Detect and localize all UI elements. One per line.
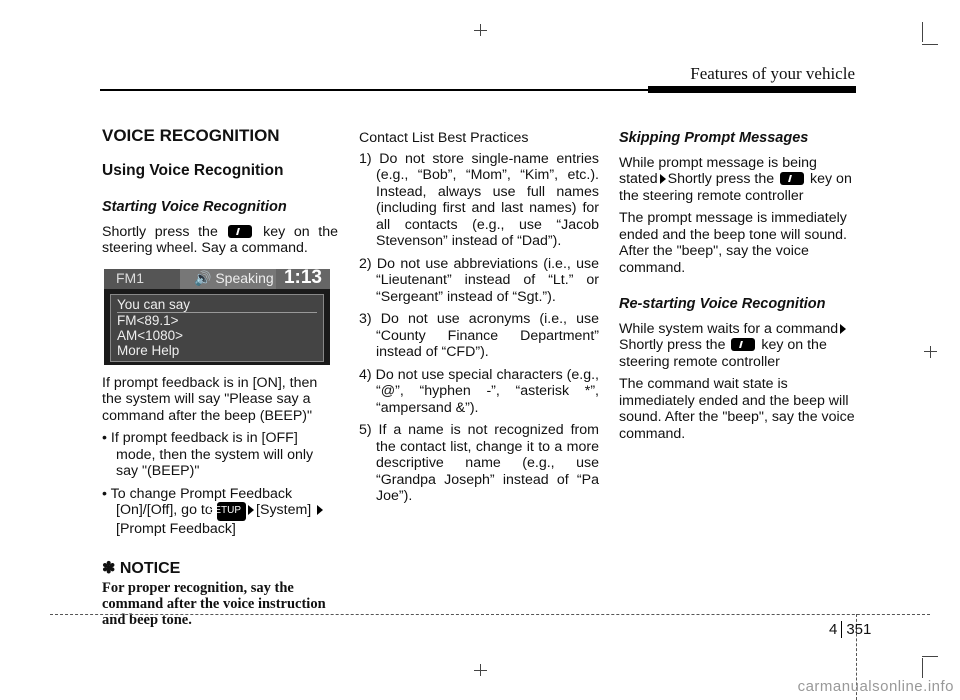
crop-mark <box>922 44 938 45</box>
crop-mark <box>474 30 487 31</box>
bullet-item: • If prompt feedback is in [OFF] mode, then the system will only say "(BEEP)" <box>102 430 314 479</box>
restart-paragraph-2: The command wait state is immediately ended and the beep will sound. After the "beep", say the voice command. <box>619 376 855 442</box>
restart-paragraph: While system waits for a command Shortly press the key on the steering remote controller <box>619 321 855 371</box>
screen-command-list <box>110 294 324 362</box>
crop-mark <box>924 351 937 352</box>
talk-key-icon <box>228 225 252 238</box>
notice-title: ✽ NOTICE <box>102 560 181 577</box>
crop-mark <box>922 22 923 42</box>
screen-status-bar <box>104 269 330 289</box>
starting-heading: Starting Voice Recognition <box>102 199 287 215</box>
header-bar <box>648 86 856 93</box>
screen-line: AM<1080> <box>117 327 184 343</box>
screen-line: More Help <box>117 342 180 358</box>
arrow-right-icon <box>317 505 323 515</box>
page-number: 4 351 <box>829 621 872 638</box>
screen-status: 🔊 Speaking <box>180 269 276 289</box>
practice-item: 5) If a name is not recognized from the contact list, change it to a more descriptive name (e.g., use “Grandpa Joseph” instead of “Pa Joe”). <box>359 422 599 504</box>
practice-item: 4) Do not use special characters (e.g., “@”, “hyphen -”, “asterisk *”, “ampersand &”). <box>359 366 599 416</box>
practice-item: 1) Do not store single-name entries (e.g., “Bob”, “Mom”, “Kim”, etc.). Instead, always use full names (including first and last names) for all contacts (e.g., use “Jacob Stevenson” instead of “Dad”). <box>359 150 599 249</box>
skip-paragraph-2: The prompt message is immediately ended and the beep tone will sound. After the "beep", say the voice command. <box>619 210 847 276</box>
talk-key-icon <box>780 172 804 185</box>
bullet-item: • To change Prompt Feedback [On]/[Off], go to SETUP [System] [Prompt Feedback] <box>102 486 338 538</box>
middle-column <box>359 130 599 511</box>
screen-mode: FM1 <box>116 270 144 287</box>
restart-heading: Re-starting Voice Recognition <box>619 296 826 312</box>
feedback-paragraph: If prompt feedback is in [ON], then the system will say "Please say a command after the beep (BEEP)" <box>102 374 318 424</box>
right-column <box>619 130 855 448</box>
header-title: Features of your vehicle <box>690 64 855 83</box>
crop-mark <box>474 670 487 671</box>
head-unit-screen <box>104 269 330 365</box>
screen-line: You can say <box>117 297 317 313</box>
notice-text: For proper recognition, say the command after the voice instruction and beep tone. <box>102 579 326 628</box>
practice-item: 3) Do not use acronyms (i.e., use “County Finance Department” instead of “CFD”). <box>359 311 599 360</box>
arrow-right-icon <box>248 505 254 515</box>
subsection-title: Using Voice Recognition <box>102 161 284 179</box>
practice-item: 2) Do not use abbreviations (i.e., use “Lieutenant” instead of “Lt.” or “Sergeant” instead of “Sgt.”). <box>359 255 599 305</box>
screen-time: 1:13 <box>276 269 330 289</box>
screen-line: FM<89.1> <box>117 312 179 328</box>
crop-mark <box>922 658 923 678</box>
arrow-right-icon <box>660 174 666 184</box>
skip-paragraph: While prompt message is being stated Shortly press the key on the steering remote controller <box>619 154 852 204</box>
skip-heading: Skipping Prompt Messages <box>619 130 809 146</box>
crop-mark <box>930 346 931 358</box>
arrow-right-icon <box>840 324 846 334</box>
crop-mark <box>922 656 938 657</box>
starting-paragraph: Shortly press the key on the steering wheel. Say a command. <box>102 223 338 256</box>
contact-list-heading: Contact List Best Practices <box>359 130 529 146</box>
setup-key: SETUP <box>217 502 246 521</box>
watermark: carmanualsonline.info <box>797 678 954 695</box>
left-column <box>102 124 338 628</box>
section-title: VOICE RECOGNITION <box>102 126 280 145</box>
footer-rule <box>50 614 930 615</box>
talk-key-icon <box>731 338 755 351</box>
